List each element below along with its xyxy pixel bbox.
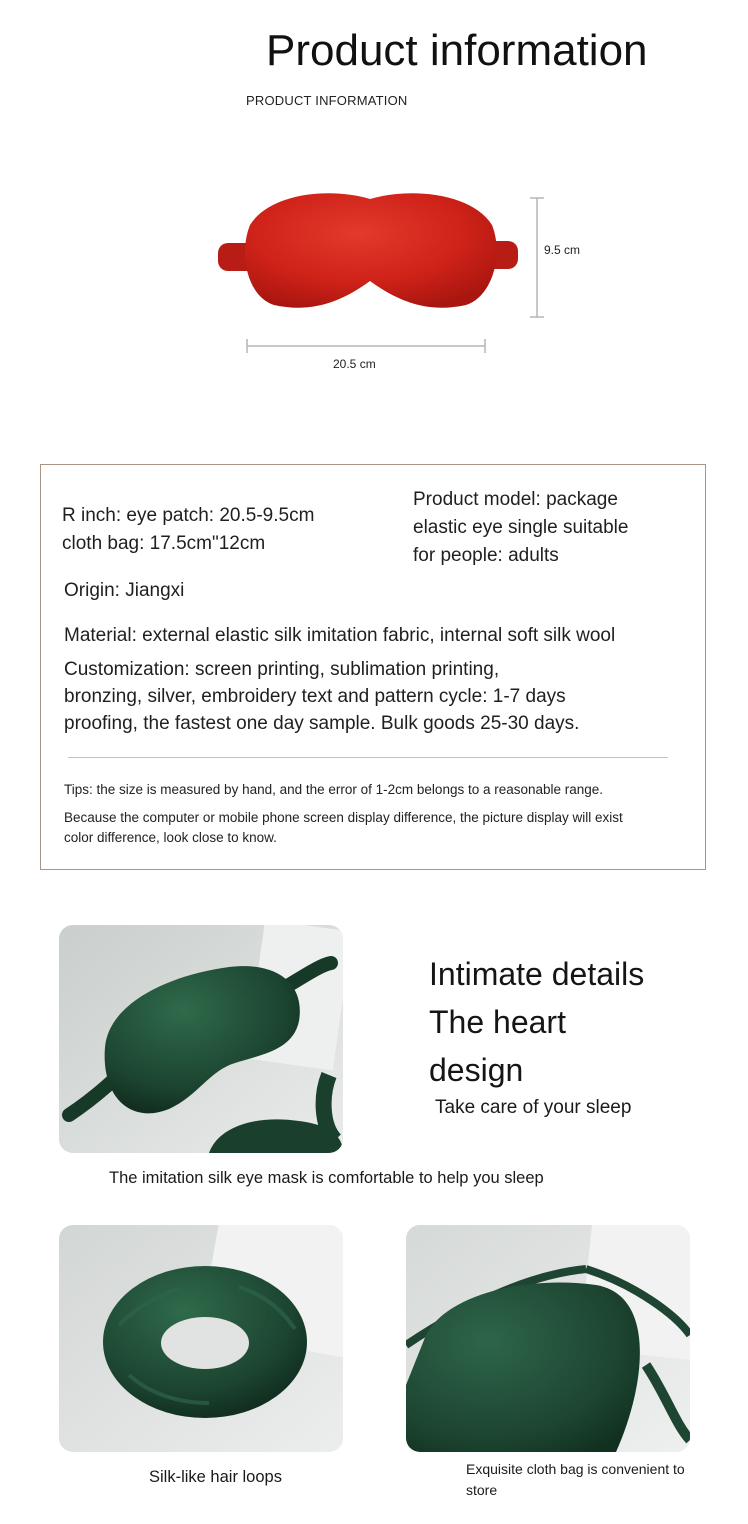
page-subtitle: PRODUCT INFORMATION — [246, 93, 408, 108]
tip-color-line-2: color difference, look close to know. — [64, 830, 277, 845]
origin-info: Origin: Jiangxi — [64, 580, 185, 601]
model-info-line-3: for people: adults — [413, 545, 559, 566]
customization-line-3: proofing, the fastest one day sample. Bulk goods 25-30 days. — [64, 713, 580, 734]
mask-body — [245, 193, 497, 307]
customization-line-1: Customization: screen printing, sublimation printing, — [64, 659, 500, 680]
cloth-bag-caption-line-1: Exquisite cloth bag is convenient to — [466, 1461, 685, 1477]
cloth-bag-photo — [406, 1225, 690, 1452]
size-info-line-2: cloth bag: 17.5cm"12cm — [62, 533, 266, 554]
customization-line-2: bronzing, silver, embroidery text and pattern cycle: 1-7 days — [64, 686, 566, 707]
feature-heading-line-2: The heart — [429, 1004, 566, 1040]
width-dimension-label: 20.5 cm — [333, 357, 376, 371]
eye-mask-caption: The imitation silk eye mask is comfortable to help you sleep — [109, 1169, 544, 1187]
hair-scrunchie-photo — [59, 1225, 343, 1452]
page-title: Product information — [266, 26, 648, 75]
feature-heading-line-1: Intimate details — [429, 956, 645, 992]
cloth-bag-caption-line-2: store — [466, 1482, 498, 1498]
feature-heading-line-3: design — [429, 1052, 524, 1088]
red-eye-mask-figure — [210, 185, 610, 385]
height-dimension-label: 9.5 cm — [544, 243, 581, 257]
info-divider — [68, 757, 668, 758]
model-info-line-1: Product model: package — [413, 489, 618, 510]
green-eye-mask-photo — [59, 925, 343, 1153]
feature-subheading: Take care of your sleep — [435, 1097, 632, 1118]
material-info: Material: external elastic silk imitation fabric, internal soft silk wool — [64, 625, 616, 646]
tip-color-line-1: Because the computer or mobile phone screen display difference, the picture display will exist — [64, 810, 623, 825]
size-info-line-1: R inch: eye patch: 20.5-9.5cm — [62, 505, 315, 526]
scrunchie-caption: Silk-like hair loops — [149, 1468, 282, 1486]
tip-measurement: Tips: the size is measured by hand, and the error of 1-2cm belongs to a reasonable range. — [64, 782, 604, 797]
model-info-line-2: elastic eye single suitable — [413, 517, 629, 538]
